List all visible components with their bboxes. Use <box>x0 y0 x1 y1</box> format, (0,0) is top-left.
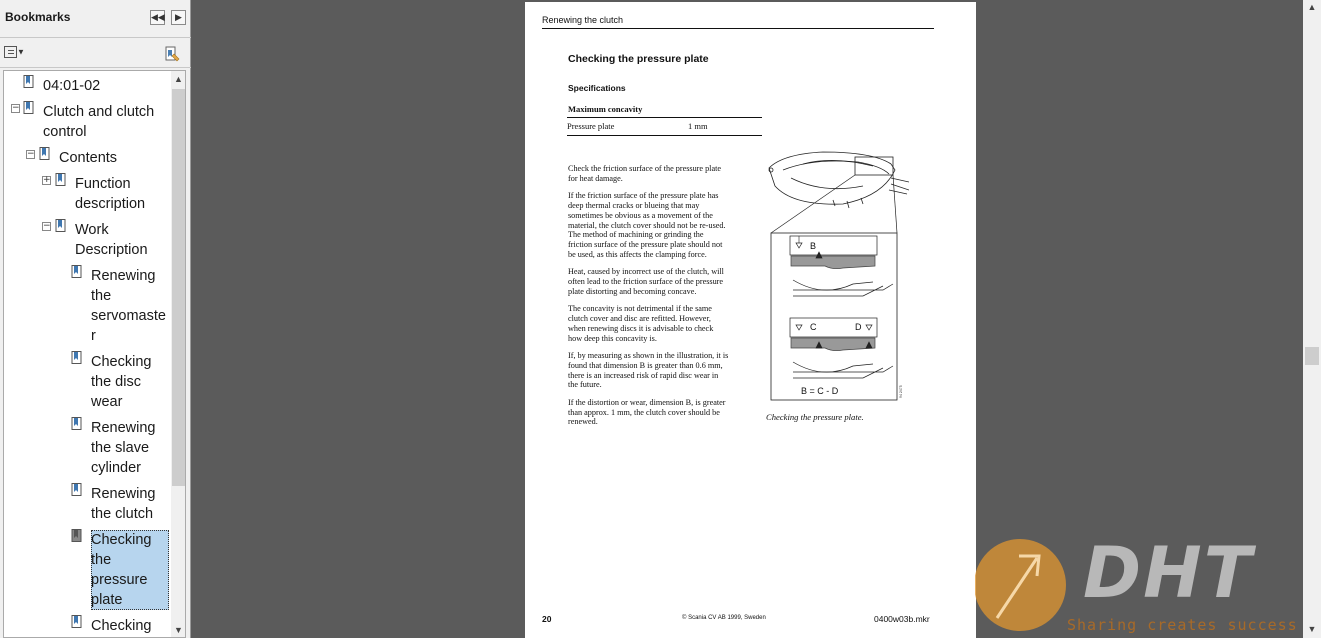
detail-measure-cd <box>790 318 893 378</box>
bookmark-item[interactable] <box>91 530 169 610</box>
bookmark-icon <box>71 351 82 365</box>
bookmark-icon <box>71 483 82 497</box>
bookmark-icon <box>71 417 82 431</box>
body-line: be used, as this affects the clamping force. <box>568 249 707 259</box>
body-text <box>568 164 746 435</box>
bookmark-icon <box>23 101 34 115</box>
body-line: material, the clutch cover should not be re-used. <box>568 220 726 230</box>
figure-reference: 94 2475 <box>899 385 903 398</box>
formula-label: B = C - D <box>801 386 839 396</box>
bookmark-label: the <box>91 288 112 304</box>
bookmark-item[interactable] <box>91 484 169 524</box>
watermark-tagline: Sharing creates success <box>1067 616 1298 634</box>
bookmark-label: r <box>91 328 96 344</box>
body-line: deep thermal cracks or blueing that may <box>568 201 700 211</box>
bookmark-label: Work <box>75 222 109 238</box>
bookmark-label: Renewing <box>91 420 156 436</box>
bookmark-label: Renewing <box>91 486 156 502</box>
bookmark-icon <box>71 265 82 279</box>
specifications-table <box>567 102 762 136</box>
bookmark-label: servomaste <box>91 308 166 324</box>
body-line: there is an increased risk of rapid disc wear in <box>568 370 719 380</box>
bookmarks-scrollbar[interactable] <box>171 71 186 638</box>
pressure-plate-illustration <box>763 148 909 403</box>
document-id: 0400w03b.mkr <box>874 614 930 624</box>
body-paragraph <box>568 267 746 296</box>
bookmark-label: the disc <box>91 374 141 390</box>
bookmark-label: Checking <box>91 354 152 370</box>
detail-measure-b <box>790 236 893 296</box>
body-paragraph <box>568 304 746 343</box>
label-b: B <box>810 241 817 251</box>
bookmark-label: 04:01-02 <box>43 78 101 94</box>
body-line: Heat, caused by incorrect use of the clutch, will <box>568 267 724 277</box>
bookmark-item[interactable] <box>91 266 169 346</box>
double-left-arrow-icon[interactable]: ◀◀ <box>150 10 165 25</box>
bookmarks-scroll-thumb[interactable] <box>172 89 185 486</box>
pdf-page <box>525 2 976 638</box>
page-heading: Checking the pressure plate <box>568 53 709 65</box>
specifications-heading: Specifications <box>568 83 626 93</box>
bookmark-icon <box>71 615 82 629</box>
body-line: how deep this concavity is. <box>568 333 657 343</box>
header-rule <box>542 28 934 29</box>
body-line: often lead to the friction surface of the pressure <box>568 277 724 287</box>
collapse-icon[interactable]: − <box>27 149 35 159</box>
body-line: clutch cover and disc are refitted. However, <box>568 314 711 324</box>
bookmark-item[interactable] <box>43 102 168 142</box>
body-paragraph <box>568 191 746 259</box>
body-line: found that dimension B is greater than 0.6 mm, <box>568 360 723 370</box>
right-arrow-icon[interactable]: ▶ <box>171 10 186 25</box>
bookmark-label: pressure <box>91 572 148 588</box>
bookmark-label: plate <box>91 592 123 608</box>
body-line: renewed. <box>568 417 598 427</box>
bookmarks-panel <box>0 0 191 638</box>
bookmark-label: the clutch <box>91 506 154 522</box>
body-line: friction surface of the pressure plate should not <box>568 239 723 249</box>
bookmark-label: Renewing <box>91 268 156 284</box>
scroll-up-icon[interactable]: ▲ <box>1307 2 1317 12</box>
document-scroll-thumb[interactable] <box>1305 347 1319 365</box>
document-scrollbar[interactable] <box>1303 0 1321 638</box>
table-cell-label: Pressure plate <box>567 121 615 131</box>
clutch-cover-drawing <box>769 152 909 208</box>
watermark-logo-text: DHT <box>1083 532 1254 614</box>
body-line: The method of machining or grinding the <box>568 230 704 240</box>
running-head: Renewing the clutch <box>542 15 624 25</box>
bookmark-label: wear <box>91 394 123 410</box>
figure-caption: Checking the pressure plate. <box>766 412 864 422</box>
bookmark-label: Clutch and clutch <box>43 104 155 120</box>
expand-icon[interactable]: + <box>43 175 51 185</box>
label-d: D <box>855 322 862 332</box>
collapse-icon[interactable]: − <box>43 221 51 231</box>
bookmark-label: description <box>75 196 146 212</box>
bookmark-item[interactable] <box>91 418 169 478</box>
bookmark-label: Description <box>75 242 148 258</box>
bookmark-item[interactable] <box>91 616 169 636</box>
bookmarks-header <box>0 0 191 38</box>
options-list-icon[interactable]: ▼ <box>4 46 30 62</box>
body-line: If the distortion or wear, dimension B, is greater <box>568 398 726 408</box>
bookmark-label: cylinder <box>91 460 141 476</box>
bookmark-icon <box>23 75 34 89</box>
body-line: plate distorting and becoming concave. <box>568 286 697 296</box>
bookmarks-tree <box>3 70 186 638</box>
collapse-icon[interactable]: − <box>12 103 20 113</box>
page-number: 20 <box>542 614 552 624</box>
bookmark-label: Function <box>75 176 131 192</box>
body-line: If the friction surface of the pressure plate has <box>568 191 719 201</box>
scroll-down-icon[interactable]: ▼ <box>1307 624 1317 634</box>
bookmark-item[interactable] <box>75 174 170 214</box>
body-line: sometimes be obvious as a movement of the <box>568 210 713 220</box>
bookmark-label: Checking <box>91 618 152 634</box>
body-paragraph <box>568 398 746 427</box>
bookmark-item[interactable] <box>75 220 170 260</box>
bookmark-icon <box>55 173 66 187</box>
body-line: than approx. 1 mm, the clutch cover should be <box>568 407 720 417</box>
bookmark-label: control <box>43 124 87 140</box>
bookmark-item[interactable] <box>43 76 163 96</box>
bookmark-item[interactable] <box>91 352 169 412</box>
scroll-down-icon[interactable]: ▼ <box>174 625 183 635</box>
bookmarks-toolbar <box>0 40 191 68</box>
body-line: If, by measuring as shown in the illustration, it is <box>568 351 729 361</box>
body-line: Check the friction surface of the pressure plate <box>568 164 721 173</box>
bookmark-label: Checking <box>91 532 152 548</box>
table-cell-value: 1 mm <box>688 121 708 131</box>
bookmark-icon <box>55 219 66 233</box>
bookmark-icon <box>39 147 50 161</box>
table-header: Maximum concavity <box>567 102 762 118</box>
bookmark-icon <box>71 529 82 543</box>
bookmark-label: the <box>91 552 112 568</box>
body-line: The concavity is not detrimental if the same <box>568 304 712 314</box>
bookmark-item[interactable] <box>59 148 169 168</box>
body-line: for heat damage. <box>568 173 623 183</box>
body-paragraph <box>568 351 746 390</box>
bookmarks-title: Bookmarks <box>5 10 71 24</box>
bookmark-label: the slave <box>91 440 150 456</box>
table-row <box>567 118 762 136</box>
new-bookmark-icon[interactable] <box>163 46 181 63</box>
body-line: the future. <box>568 380 602 390</box>
bookmark-label: Contents <box>59 150 118 166</box>
label-c: C <box>810 322 817 332</box>
body-line: when renewing discs it is advisable to check <box>568 323 714 333</box>
body-paragraph <box>568 164 746 183</box>
scroll-up-icon[interactable]: ▲ <box>174 74 183 84</box>
copyright-notice: © Scania CV AB 1999, Sweden <box>682 615 766 621</box>
